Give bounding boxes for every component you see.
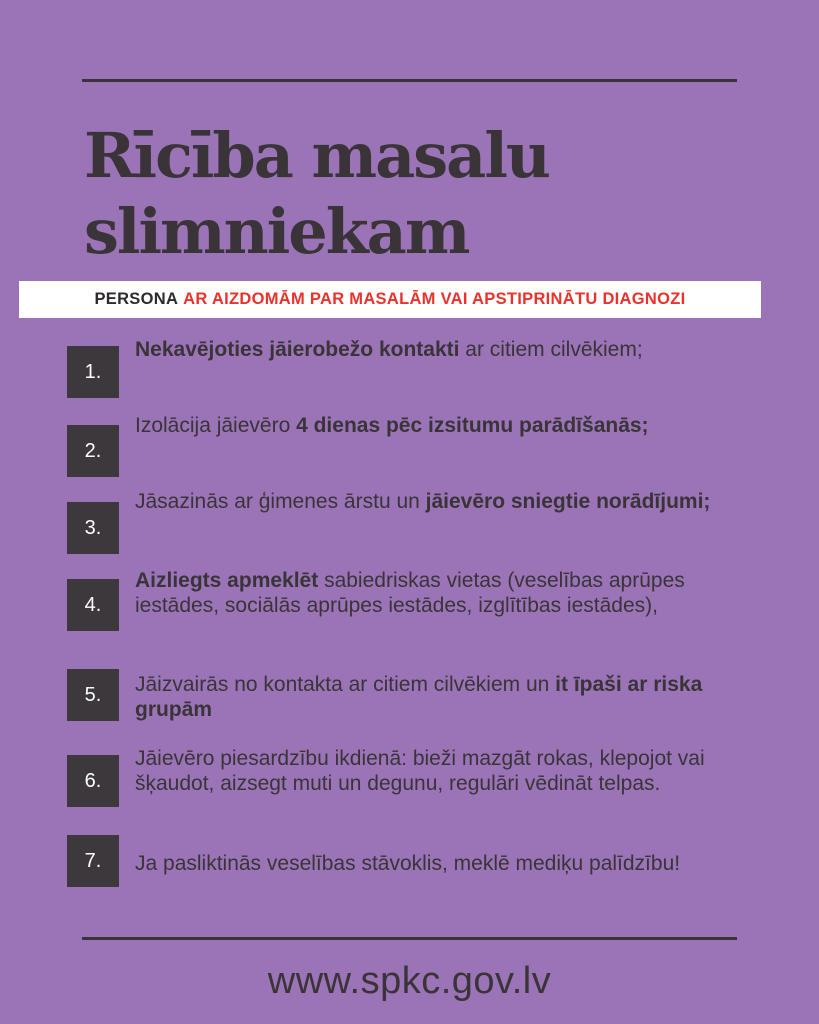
item-text [135, 568, 765, 618]
item-plain-text: Ja pasliktinās veselības stāvoklis, meklē mediķu palīdzību! [135, 852, 681, 875]
item-plain-text: sabiedriskas vietas (veselības aprūpes iestādes, sociālās aprūpes iestādes, izglītības iestādes), [135, 569, 685, 617]
item-number-badge: 6. [67, 755, 119, 807]
item-plain-text: Jāsazinās ar ģimenes ārstu un [135, 490, 426, 513]
item-plain-text: Jāizvairās no kontakta ar citiem cilvēkiem un [135, 673, 556, 696]
website-url: www.spkc.gov.lv [267, 960, 552, 1002]
item-number-badge: 1. [67, 346, 119, 398]
title-line-1: Rīcība masalu [84, 119, 549, 192]
item-bold-text: it īpaši ar riska grupām [135, 673, 703, 721]
item-bold-text: Aizliegts apmeklēt [135, 569, 319, 592]
item-text [135, 337, 765, 362]
item-text [135, 746, 765, 796]
item-number-badge: 7. [67, 835, 119, 887]
item-bold-text: 4 dienas pēc izsitumu parādīšanās; [296, 414, 649, 437]
item-number-badge: 5. [67, 669, 119, 721]
item-text [135, 489, 765, 514]
item-plain-text: Izolācija jāievēro [135, 414, 297, 437]
page-title [84, 118, 764, 270]
item-bold-text: Nekavējoties jāierobežo kontakti [135, 338, 460, 361]
item-text [135, 413, 765, 438]
item-number-badge: 2. [67, 425, 119, 477]
item-number-badge: 3. [67, 502, 119, 554]
banner-lead: PERSONA [94, 290, 179, 308]
item-text [135, 672, 765, 722]
item-plain-text: ar citiem cilvēkiem; [459, 338, 643, 361]
bottom-divider [82, 937, 737, 940]
subtitle-banner [19, 281, 761, 318]
title-line-2: slimniekam [84, 195, 469, 268]
item-bold-text: jāievēro sniegtie norādījumi; [425, 490, 711, 513]
item-plain-text: Jāievēro piesardzību ikdienā: bieži mazgāt rokas, klepojot vai šķaudot, aizsegt muti un degunu, regulāri vēdināt telpas. [135, 747, 705, 795]
item-text [135, 851, 765, 876]
item-number-badge: 4. [67, 579, 119, 631]
top-divider [82, 79, 737, 82]
banner-rest: AR AIZDOMĀM PAR MASALĀM VAI APSTIPRINĀTU DIAGNOZI [183, 290, 686, 308]
